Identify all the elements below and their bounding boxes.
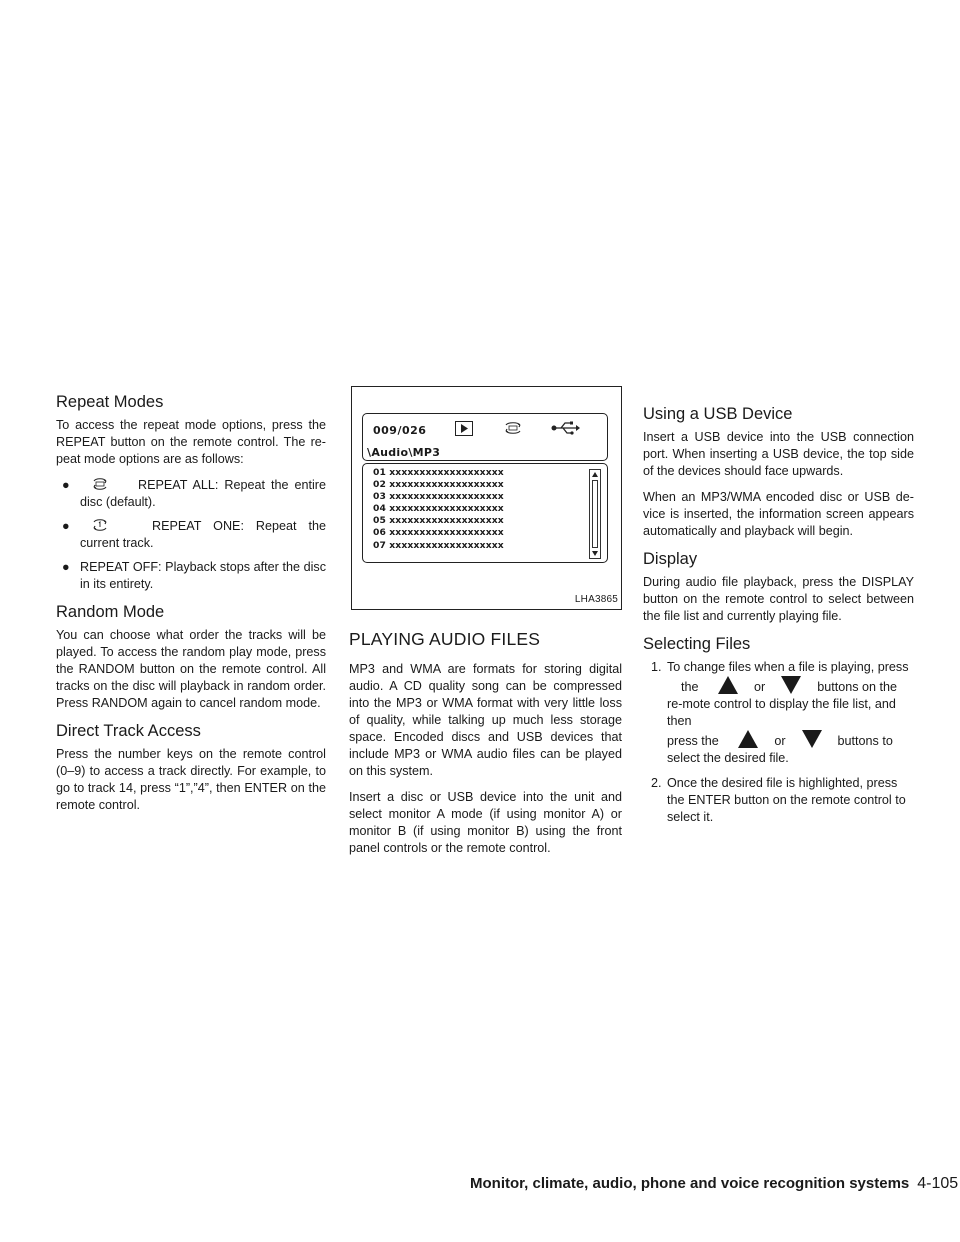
usb-device-heading: Using a USB Device	[643, 405, 793, 423]
repeat-icon	[503, 421, 523, 435]
track-item: 07 xxxxxxxxxxxxxxxxxxx	[373, 539, 504, 551]
page-number: 4-105	[917, 1175, 959, 1192]
repeat-modes-heading: Repeat Modes	[56, 393, 164, 411]
repeat-all-text: REPEAT ALL: Repeat the entire disc (default).	[80, 478, 327, 509]
repeat-modes-intro: To access the repeat mode options, press the REPEAT button on the remote control. The re-peat mode options are as follows:	[56, 418, 326, 466]
direct-track-body: Press the number keys on the remote control (0–9) to access a track directly. For example, to go to track 14, press “1”,”4”, then ENTER on the remote control.	[56, 747, 326, 812]
figure-label: LHA3865	[574, 594, 618, 605]
display-body: During audio file playback, press the DISPLAY button on the remote control to select between the file list and currently playing file.	[643, 575, 914, 623]
middle-column	[349, 392, 622, 866]
track-item: 04 xxxxxxxxxxxxxxxxxxx	[373, 503, 504, 515]
audio-screen-figure	[351, 386, 622, 610]
scroll-thumb	[592, 480, 598, 548]
repeat-off-text: REPEAT OFF: Playback stops after the disc in its entirety.	[80, 560, 326, 591]
track-counter: 009/026	[373, 424, 427, 437]
track-item: 01 xxxxxxxxxxxxxxxxxxx	[373, 467, 504, 478]
usb-device-para-1: Insert a USB device into the USB connection port. When inserting a USB device, the top side of the devices should face upwards.	[643, 430, 914, 478]
repeat-one-text: REPEAT ONE: Repeat the current track.	[80, 519, 326, 550]
chapter-title: Monitor, climate, audio, phone and voice recognition systems	[470, 1175, 910, 1192]
repeat-one-icon	[80, 518, 140, 532]
display-heading: Display	[643, 550, 698, 568]
folder-path: \Audio\MP3	[367, 446, 441, 459]
track-item: 03 xxxxxxxxxxxxxxxxxxx	[373, 491, 504, 503]
scroll-up-icon	[591, 471, 599, 478]
playing-audio-para-2: Insert a disc or USB device into the unit and select monitor A mode (if using monitor A) or monitor B (if using monitor B) using the front panel controls or the remote control.	[349, 790, 622, 855]
list-item: 1. To change files when a file is playing, press the or buttons on the re-mote control to display the file list, and then press the or buttons to select the desired file.	[651, 660, 909, 765]
up-arrow-icon	[718, 676, 738, 694]
down-arrow-icon	[781, 676, 801, 694]
play-icon	[455, 421, 473, 436]
random-mode-body: You can choose what order the tracks will be played. To access the random play mode, press the RANDOM button on the remote control. All tracks on the disc will playback in random order. Press RANDOM again to cancel random mode.	[56, 628, 326, 710]
list-item: ● REPEAT ONE: Repeat the current track.	[62, 519, 326, 550]
track-list	[362, 463, 608, 563]
right-column	[643, 392, 914, 834]
selecting-files-steps	[643, 659, 914, 826]
track-list-scrollbar	[589, 469, 601, 559]
usb-device-para-2: When an MP3/WMA encoded disc or USB de-vice is inserted, the information screen appears automatically and playback will begin.	[643, 490, 914, 538]
direct-track-heading: Direct Track Access	[56, 722, 201, 740]
repeat-all-icon	[80, 477, 132, 491]
list-item: ● REPEAT ALL: Repeat the entire disc (default).	[62, 478, 327, 509]
playing-audio-heading: PLAYING AUDIO FILES	[349, 629, 541, 649]
track-item: 05 xxxxxxxxxxxxxxxxxxx	[373, 515, 504, 527]
left-column	[56, 392, 326, 823]
random-mode-heading: Random Mode	[56, 603, 165, 621]
selecting-files-heading: Selecting Files	[643, 635, 751, 653]
page-footer	[470, 1175, 959, 1193]
list-item: 2. Once the desired file is highlighted, press the ENTER button on the remote control to select it.	[651, 776, 906, 824]
usb-icon	[551, 421, 581, 435]
playing-audio-para-1: MP3 and WMA are formats for storing digital audio. A CD quality song can be compressed into the MP3 or WMA format with very little loss of quality, while talking up much less storage space. Encoded discs and USB devices that include MP3 or WMA audio files can be played on this system.	[349, 662, 622, 778]
up-arrow-icon	[738, 730, 758, 748]
track-item: 06 xxxxxxxxxxxxxxxxxxx	[373, 527, 504, 539]
list-item: ● REPEAT OFF: Playback stops after the disc in its entirety.	[62, 560, 326, 591]
status-bar	[362, 413, 608, 461]
down-arrow-icon	[802, 730, 822, 748]
repeat-modes-list	[56, 477, 326, 593]
scroll-down-icon	[591, 550, 599, 557]
track-item: 02 xxxxxxxxxxxxxxxxxxx	[373, 479, 504, 491]
